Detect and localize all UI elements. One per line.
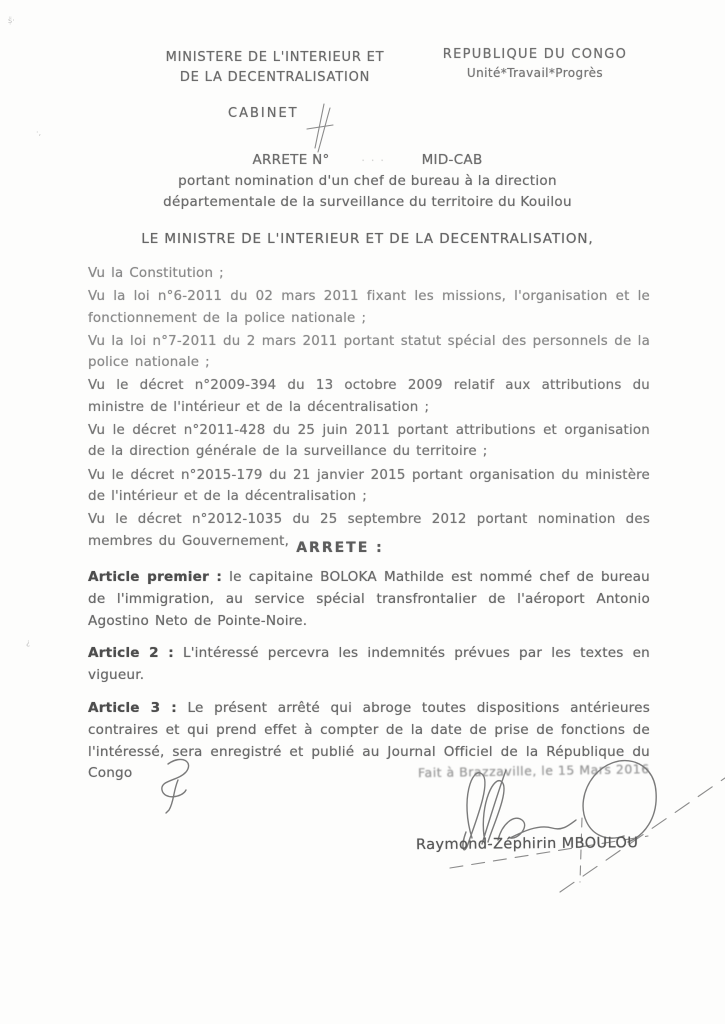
- issuing-ministry: [150, 48, 400, 88]
- article-text: Le présent arrêté qui abroge toutes dispositions antérieures contraires et qui prend effet à compter de la date de prise de fonctions de l'intéressé, sera enregistré et publié au Journal Officiel de la République du Congo: [88, 699, 650, 782]
- ministry-line2: DE LA DECENTRALISATION: [179, 70, 371, 85]
- article-label: Article 3 :: [88, 699, 177, 716]
- republic-header: [430, 46, 640, 82]
- ministry-line1: MINISTERE DE L'INTERIEUR ET: [165, 50, 385, 65]
- visa-item: Vu la loi n°7-2011 du 2 mars 2011 portant statut spécial des personnels de la police nationale ;: [88, 333, 650, 371]
- handwritten-paraph: [148, 752, 206, 816]
- visa-item: Vu le décret n°2012-1035 du 25 septembre 2012 portant nomination des membres du Gouvernement,: [88, 512, 650, 549]
- scan-speck: ṣ̈·: [8, 16, 15, 25]
- decree-number-prefix: ARRETE N°: [252, 152, 330, 168]
- signature-scribble: [410, 740, 725, 925]
- scan-speck: ¿: [26, 638, 31, 647]
- decree-number-suffix: MID-CAB: [421, 152, 483, 168]
- article-label: Article 2 :: [88, 645, 174, 662]
- visa-item: Vu le décret n°2011-428 du 25 juin 2011 portant attributions et organisation de la direction générale de la surveillance du territoire ;: [88, 423, 650, 460]
- cabinet-label: CABINET: [228, 106, 299, 121]
- authority-line: LE MINISTRE DE L'INTERIEUR ET DE LA DECENTRALISATION,: [141, 231, 594, 247]
- visa-list: [88, 263, 650, 554]
- decree-heading: ARRETE :: [296, 540, 384, 556]
- article-paragraph: [88, 567, 650, 632]
- scan-speck: ·‚: [36, 128, 42, 137]
- article-text: le capitaine BOLOKA Mathilde est nommé chef de bureau de l'immigration, au service spécial transfrontalier de l'aéroport Antonio Agostino Neto de Pointe-Noire.: [88, 569, 650, 629]
- visa-item: Vu le décret n°2015-179 du 21 janvier 2015 portant organisation du ministère de l'intérieur et de la décentralisation ;: [88, 467, 650, 504]
- national-motto: Unité*Travail*Progrès: [466, 66, 604, 80]
- republic-name: REPUBLIQUE DU CONGO: [442, 47, 628, 62]
- visa-item: Vu le décret n°2009-394 du 13 octobre 2009 relatif aux attributions du ministre de l'intérieur et de la décentralisation ;: [88, 378, 650, 415]
- decree-number-line: [85, 150, 650, 171]
- decree-subject-line2: départementale de la surveillance du territoire du Kouilou: [163, 194, 572, 210]
- article-label: Article premier :: [88, 569, 223, 585]
- signatory-name: Raymond-Zéphirin MBOULOU: [415, 835, 639, 854]
- decree-subject-line1: portant nomination d'un chef de bureau à la direction: [178, 173, 557, 189]
- article-paragraph: [88, 643, 650, 687]
- article-text: L'intéressé percevra les indemnités prévues par les textes en vigueur.: [88, 645, 650, 684]
- place-date-line: Fait à Brazzaville, le 15 Mars 2016: [417, 761, 650, 781]
- decree-number-illegible: ···: [361, 154, 390, 167]
- visa-item: Vu la Constitution ;: [88, 266, 224, 281]
- decree-title: [85, 150, 650, 213]
- visa-item: Vu la loi n°6-2011 du 02 mars 2011 fixant les missions, l'organisation et le fonctionnement de la police nationale ;: [88, 289, 650, 326]
